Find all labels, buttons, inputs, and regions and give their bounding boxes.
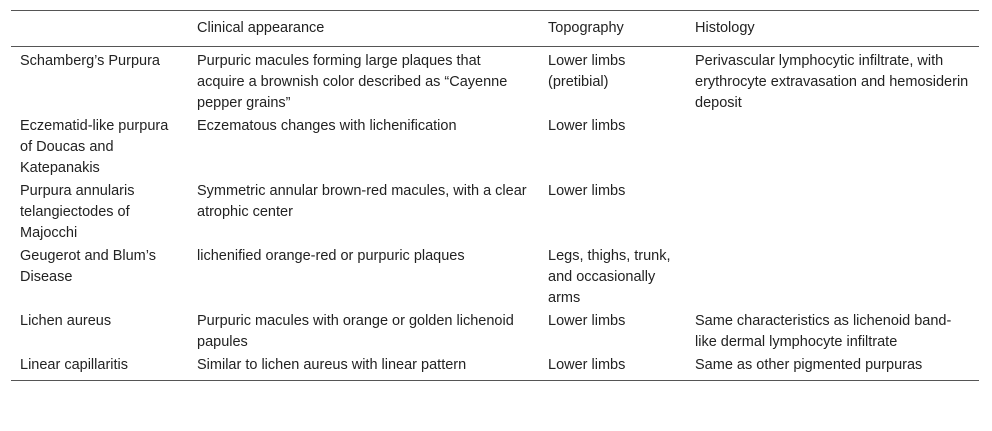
cell-histology bbox=[686, 245, 979, 310]
pigmented-purpura-table-container bbox=[11, 10, 979, 381]
table-row bbox=[11, 354, 979, 381]
table-header bbox=[11, 11, 979, 47]
header-cell-blank bbox=[11, 11, 188, 47]
table-row bbox=[11, 310, 979, 354]
cell-histology: Perivascular lymphocytic infiltrate, with erythrocyte extravasation and hemosiderin deposit bbox=[695, 53, 969, 111]
table-row bbox=[11, 180, 979, 245]
header-row bbox=[11, 11, 979, 47]
table-row bbox=[11, 115, 979, 180]
cell-disease-name: Geugerot and Blum’s Disease bbox=[20, 248, 156, 285]
table-row bbox=[11, 245, 979, 310]
cell-clinical-appearance: lichenified orange-red or purpuric plaques bbox=[197, 248, 465, 264]
cell-disease-name: Schamberg’s Purpura bbox=[20, 53, 160, 69]
header-cell-topography: Topography bbox=[548, 20, 624, 36]
table-row bbox=[11, 47, 979, 116]
cell-clinical-appearance: Purpuric macules with orange or golden lichenoid papules bbox=[197, 313, 514, 350]
cell-clinical-appearance: Similar to lichen aureus with linear pattern bbox=[197, 357, 467, 373]
cell-disease-name: Linear capillaritis bbox=[20, 357, 128, 373]
cell-topography: Lower limbs bbox=[548, 357, 626, 373]
cell-topography: Lower limbs (pretibial) bbox=[548, 53, 626, 90]
cell-clinical-appearance: Purpuric macules forming large plaques that acquire a brownish color described as “Cayenne pepper grains” bbox=[197, 53, 508, 111]
cell-histology bbox=[686, 115, 979, 180]
cell-histology bbox=[686, 180, 979, 245]
cell-disease-name: Eczematid-like purpura of Doucas and Katepanakis bbox=[20, 118, 169, 176]
cell-clinical-appearance: Symmetric annular brown-red macules, with a clear atrophic center bbox=[197, 183, 527, 220]
header-cell-histology: Histology bbox=[695, 20, 755, 36]
table-body bbox=[11, 47, 979, 381]
header-cell-clinical-appearance: Clinical appearance bbox=[197, 20, 325, 36]
cell-disease-name: Purpura annularis telangiectodes of Majocchi bbox=[20, 183, 135, 241]
pigmented-purpura-table bbox=[11, 10, 979, 381]
cell-topography: Lower limbs bbox=[548, 118, 626, 134]
cell-topography: Legs, thighs, trunk, and occasionally arms bbox=[548, 248, 671, 306]
cell-disease-name: Lichen aureus bbox=[20, 313, 112, 329]
cell-topography: Lower limbs bbox=[548, 183, 626, 199]
cell-histology: Same as other pigmented purpuras bbox=[695, 357, 923, 373]
cell-topography: Lower limbs bbox=[548, 313, 626, 329]
cell-clinical-appearance: Eczematous changes with lichenification bbox=[197, 118, 457, 134]
cell-histology: Same characteristics as lichenoid band-like dermal lymphocyte infiltrate bbox=[695, 313, 952, 350]
